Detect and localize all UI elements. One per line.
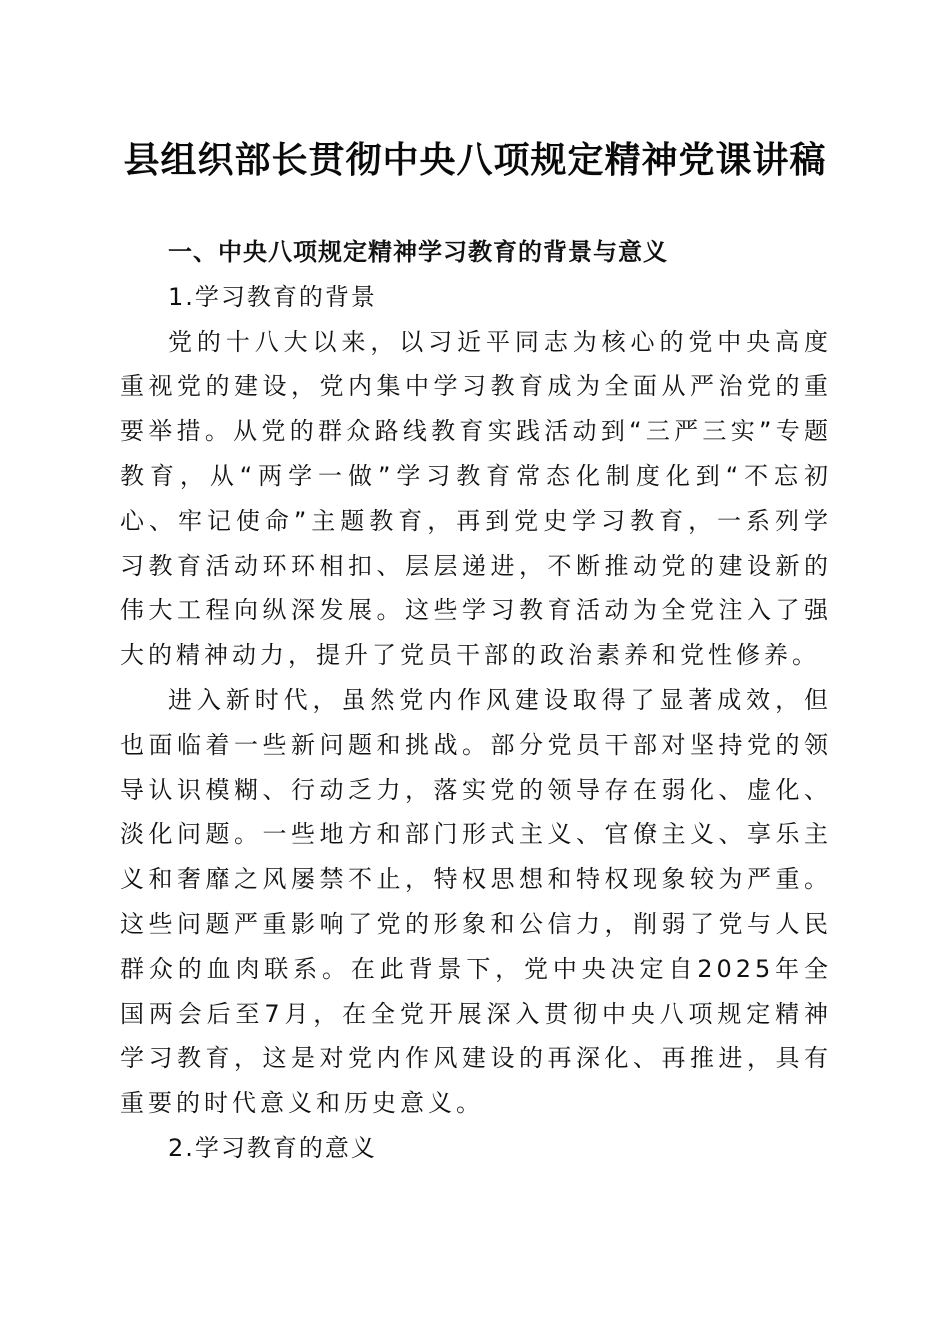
section-heading: 一、中央八项规定精神学习教育的背景与意义 <box>168 238 668 266</box>
paragraph: 党的十八大以来，以习近平同志为核心的党中央高度重视党的建设，党内集中学习教育成为全面从严治党的重要举措。从党的群众路线教育实践活动到“三严三实”专题教育，从“两学一做”学习教育常态化制度化到“不忘初心、牢记使命”主题教育，再到党史学习教育，一系列学习教育活动环环相扣、层层递进，不断推动党的建设新的伟大工程向纵深发展。这些学习教育活动为全党注入了强大的精神动力，提升了党员干部的政治素养和党性修养。 <box>120 327 832 670</box>
subsection-heading: 2.学习教育的意义 <box>168 1133 377 1162</box>
document-body <box>120 230 832 1171</box>
subsection-heading: 1.学习教育的背景 <box>168 282 377 311</box>
document-title: 县组织部长贯彻中央八项规定精神党课讲稿 <box>123 139 827 181</box>
paragraph: 进入新时代，虽然党内作风建设取得了显著成效，但也面临着一些新问题和挑战。部分党员干部对坚持党的领导认识模糊、行动乏力，落实党的领导存在弱化、虚化、淡化问题。一些地方和部门形式主义、官僚主义、享乐主义和奢靡之风屡禁不止，特权思想和特权现象较为严重。这些问题严重影响了党的形象和公信力，削弱了党与人民群众的血肉联系。在此背景下，党中央决定自2025年全国两会后至7月，在全党开展深入贯彻中央八项规定精神学习教育，这是对党内作风建设的再深化、再推进，具有重要的时代意义和历史意义。 <box>120 685 832 1118</box>
